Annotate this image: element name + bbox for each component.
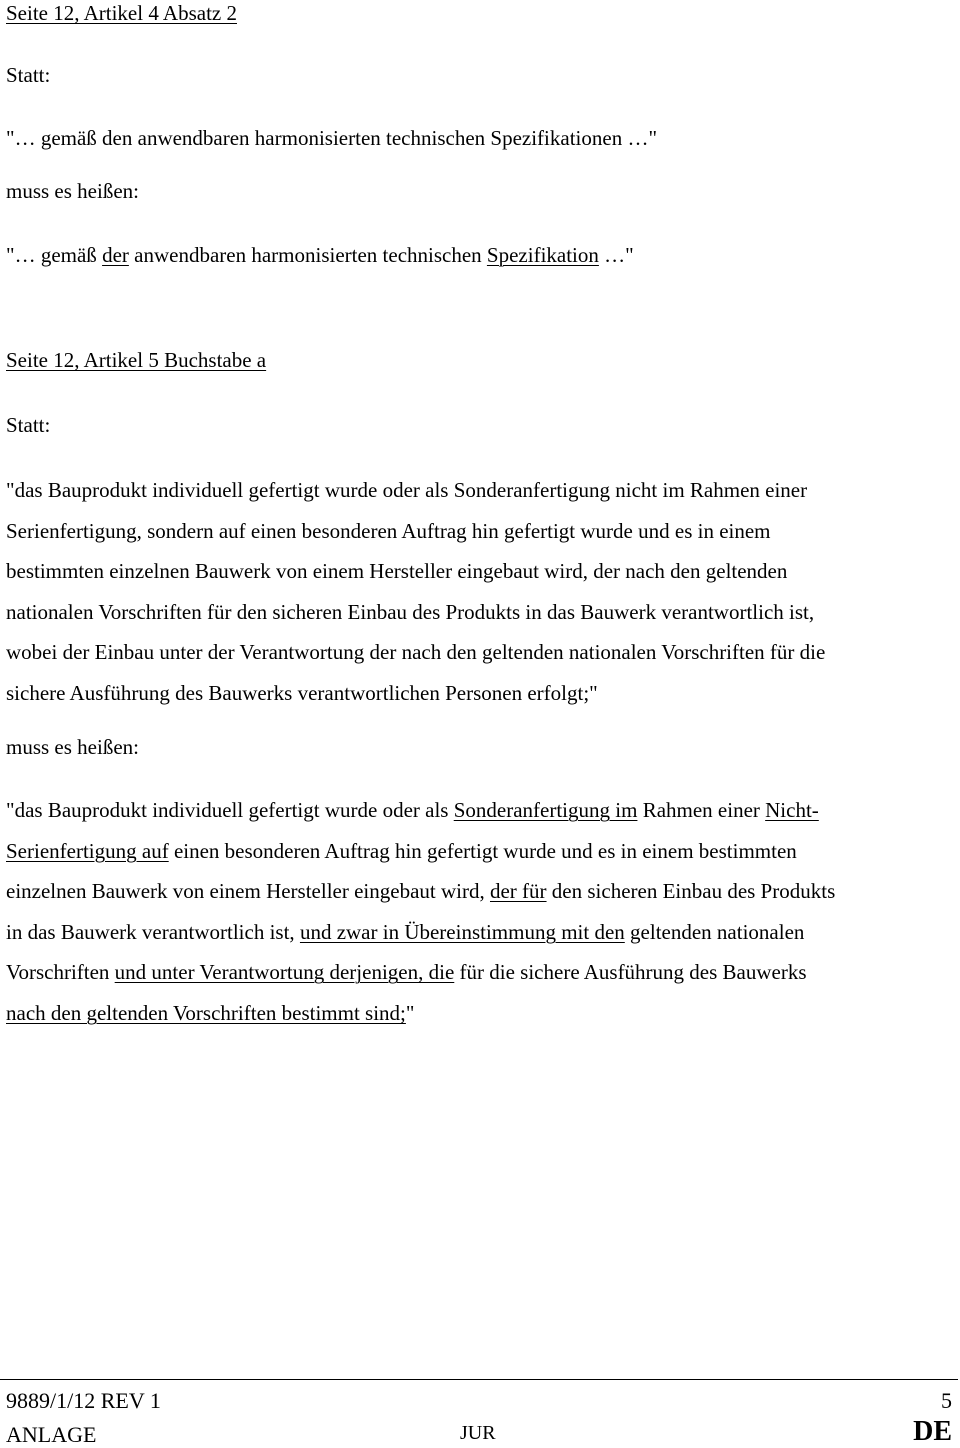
amended-word: Spezifikation xyxy=(486,243,599,267)
text-line: nationalen Vorschriften für den sicheren Einbau des Produkts in das Bauwerk verantwortlich ist, xyxy=(6,599,815,624)
section1-muss-label: muss es heißen: xyxy=(6,179,139,203)
section1-statt-label: Statt: xyxy=(6,63,51,87)
department-code: JUR xyxy=(460,1422,496,1444)
amended-phrase: der für xyxy=(489,879,547,904)
amended-phrase: und unter Verantwortung derjenigen, die xyxy=(114,960,455,985)
section2-muss-label: muss es heißen: xyxy=(6,735,139,759)
footer-row-1 xyxy=(6,1388,952,1414)
section2-old-text xyxy=(6,470,956,714)
section1-old-text: "… gemäß den anwendbaren harmonisierten technischen Spezifikationen …" xyxy=(6,126,658,150)
amended-phrase: und zwar in Übereinstimmung mit den xyxy=(299,919,625,944)
language-code: DE xyxy=(913,1416,952,1447)
section2-new-text xyxy=(6,790,956,1034)
text-line: nach den geltenden Vorschriften bestimmt sind;" xyxy=(6,1000,415,1025)
section2-heading-text: Seite 12, Artikel 5 Buchstabe a xyxy=(6,348,267,372)
page-number: 5 xyxy=(941,1388,952,1413)
text-line: "das Bauprodukt individuell gefertigt wurde oder als Sonderanfertigung im Rahmen einer Nicht- xyxy=(6,798,819,822)
text-line: bestimmten einzelnen Bauwerk von einem Hersteller eingebaut wird, der nach den geltenden xyxy=(6,559,788,584)
amended-phrase: nach den geltenden Vorschriften bestimmt sind; xyxy=(6,1000,406,1025)
text-line: Serienfertigung, sondern auf einen besonderen Auftrag hin gefertigt wurde und es in einem xyxy=(6,518,771,543)
amended-word: der xyxy=(102,243,129,267)
section1-heading-text: Seite 12, Artikel 4 Absatz 2 xyxy=(6,1,237,25)
text-line: in das Bauwerk verantwortlich ist, und zwar in Übereinstimmung mit den geltenden nationalen xyxy=(6,919,805,944)
section2-heading xyxy=(6,340,956,381)
text-line: sichere Ausführung des Bauwerks verantwortlichen Personen erfolgt;" xyxy=(6,680,598,705)
section1-new-text: "… gemäß der anwendbaren harmonisierten technischen Spezifikation …" xyxy=(6,243,634,267)
amended-phrase: Serienfertigung auf xyxy=(6,838,169,863)
text-line: einzelnen Bauwerk von einem Hersteller eingebaut wird, der für den sicheren Einbau des Produkts xyxy=(6,879,836,904)
document-reference: 9889/1/12 REV 1 xyxy=(6,1388,161,1413)
section2-statt-label: Statt: xyxy=(6,413,51,437)
amended-phrase: Nicht- xyxy=(765,798,819,822)
section1-heading xyxy=(6,0,956,34)
footer-row-2 xyxy=(6,1416,952,1448)
text-line: Serienfertigung auf einen besonderen Auftrag hin gefertigt wurde und es in einem bestimmten xyxy=(6,838,797,863)
text-line: "das Bauprodukt individuell gefertigt wurde oder als Sonderanfertigung nicht im Rahmen einer xyxy=(6,478,808,502)
text-line: wobei der Einbau unter der Verantwortung der nach den geltenden nationalen Vorschriften für die xyxy=(6,640,826,665)
amended-phrase: Sonderanfertigung im xyxy=(453,798,638,822)
annex-label: ANLAGE xyxy=(6,1422,97,1447)
text-line: Vorschriften und unter Verantwortung derjenigen, die für die sichere Ausführung des Bauwerks xyxy=(6,960,807,985)
footer-divider xyxy=(0,1379,958,1380)
